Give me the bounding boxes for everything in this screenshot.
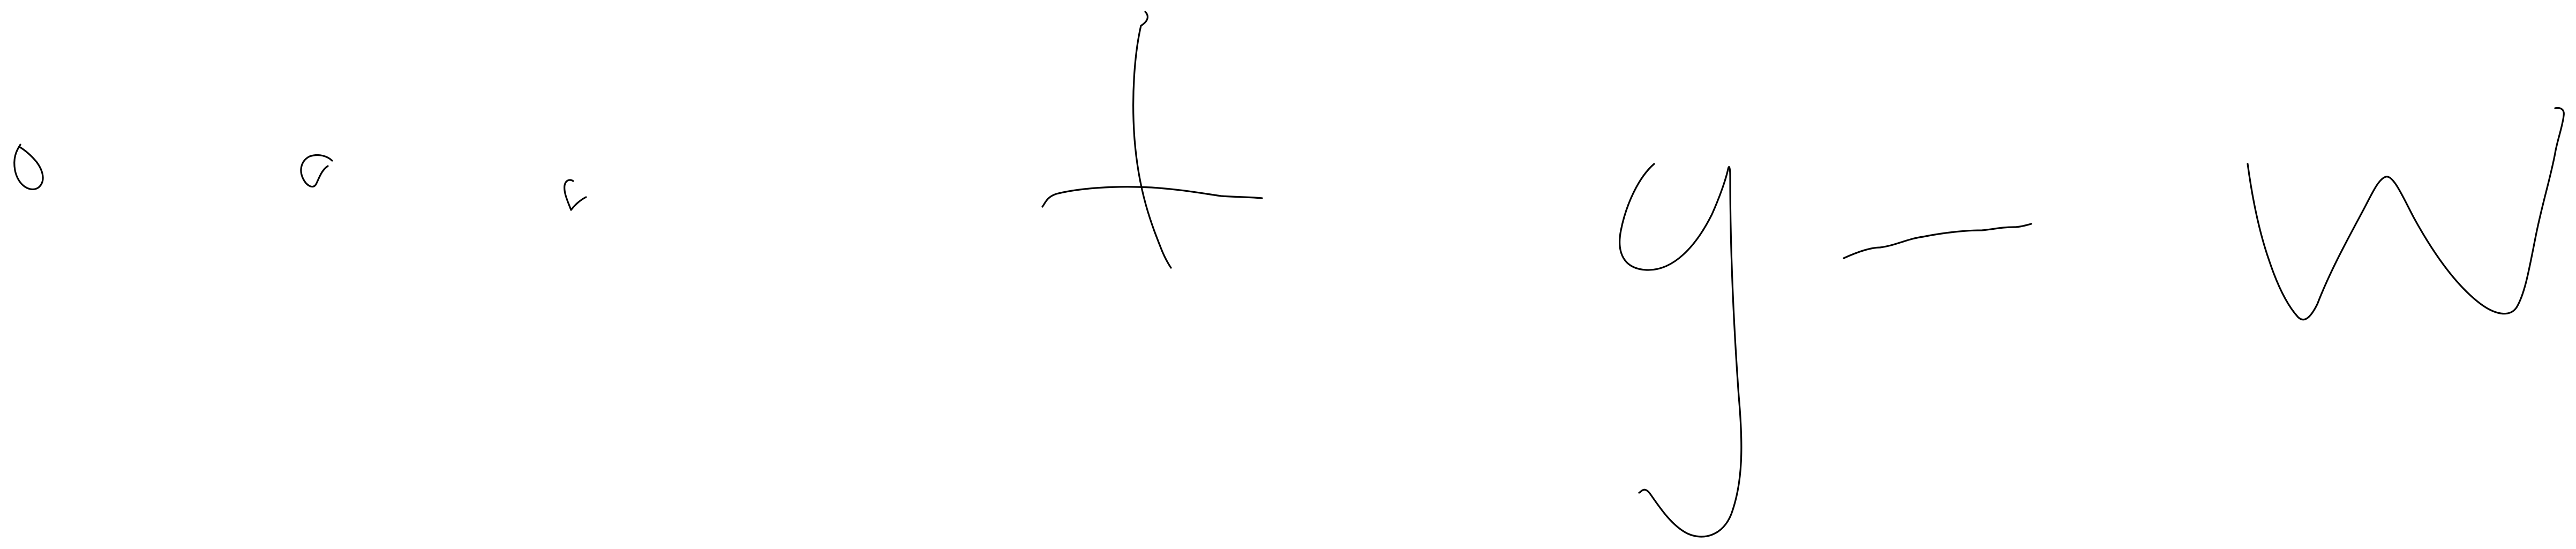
symbol-w [2248, 108, 2564, 320]
symbol-t [1042, 12, 1262, 268]
symbol-y [1620, 164, 1741, 537]
symbol-o [14, 145, 43, 189]
symbol-c-1 [301, 155, 332, 187]
symbol-c-2 [565, 180, 586, 210]
symbol-minus [1844, 224, 2031, 258]
